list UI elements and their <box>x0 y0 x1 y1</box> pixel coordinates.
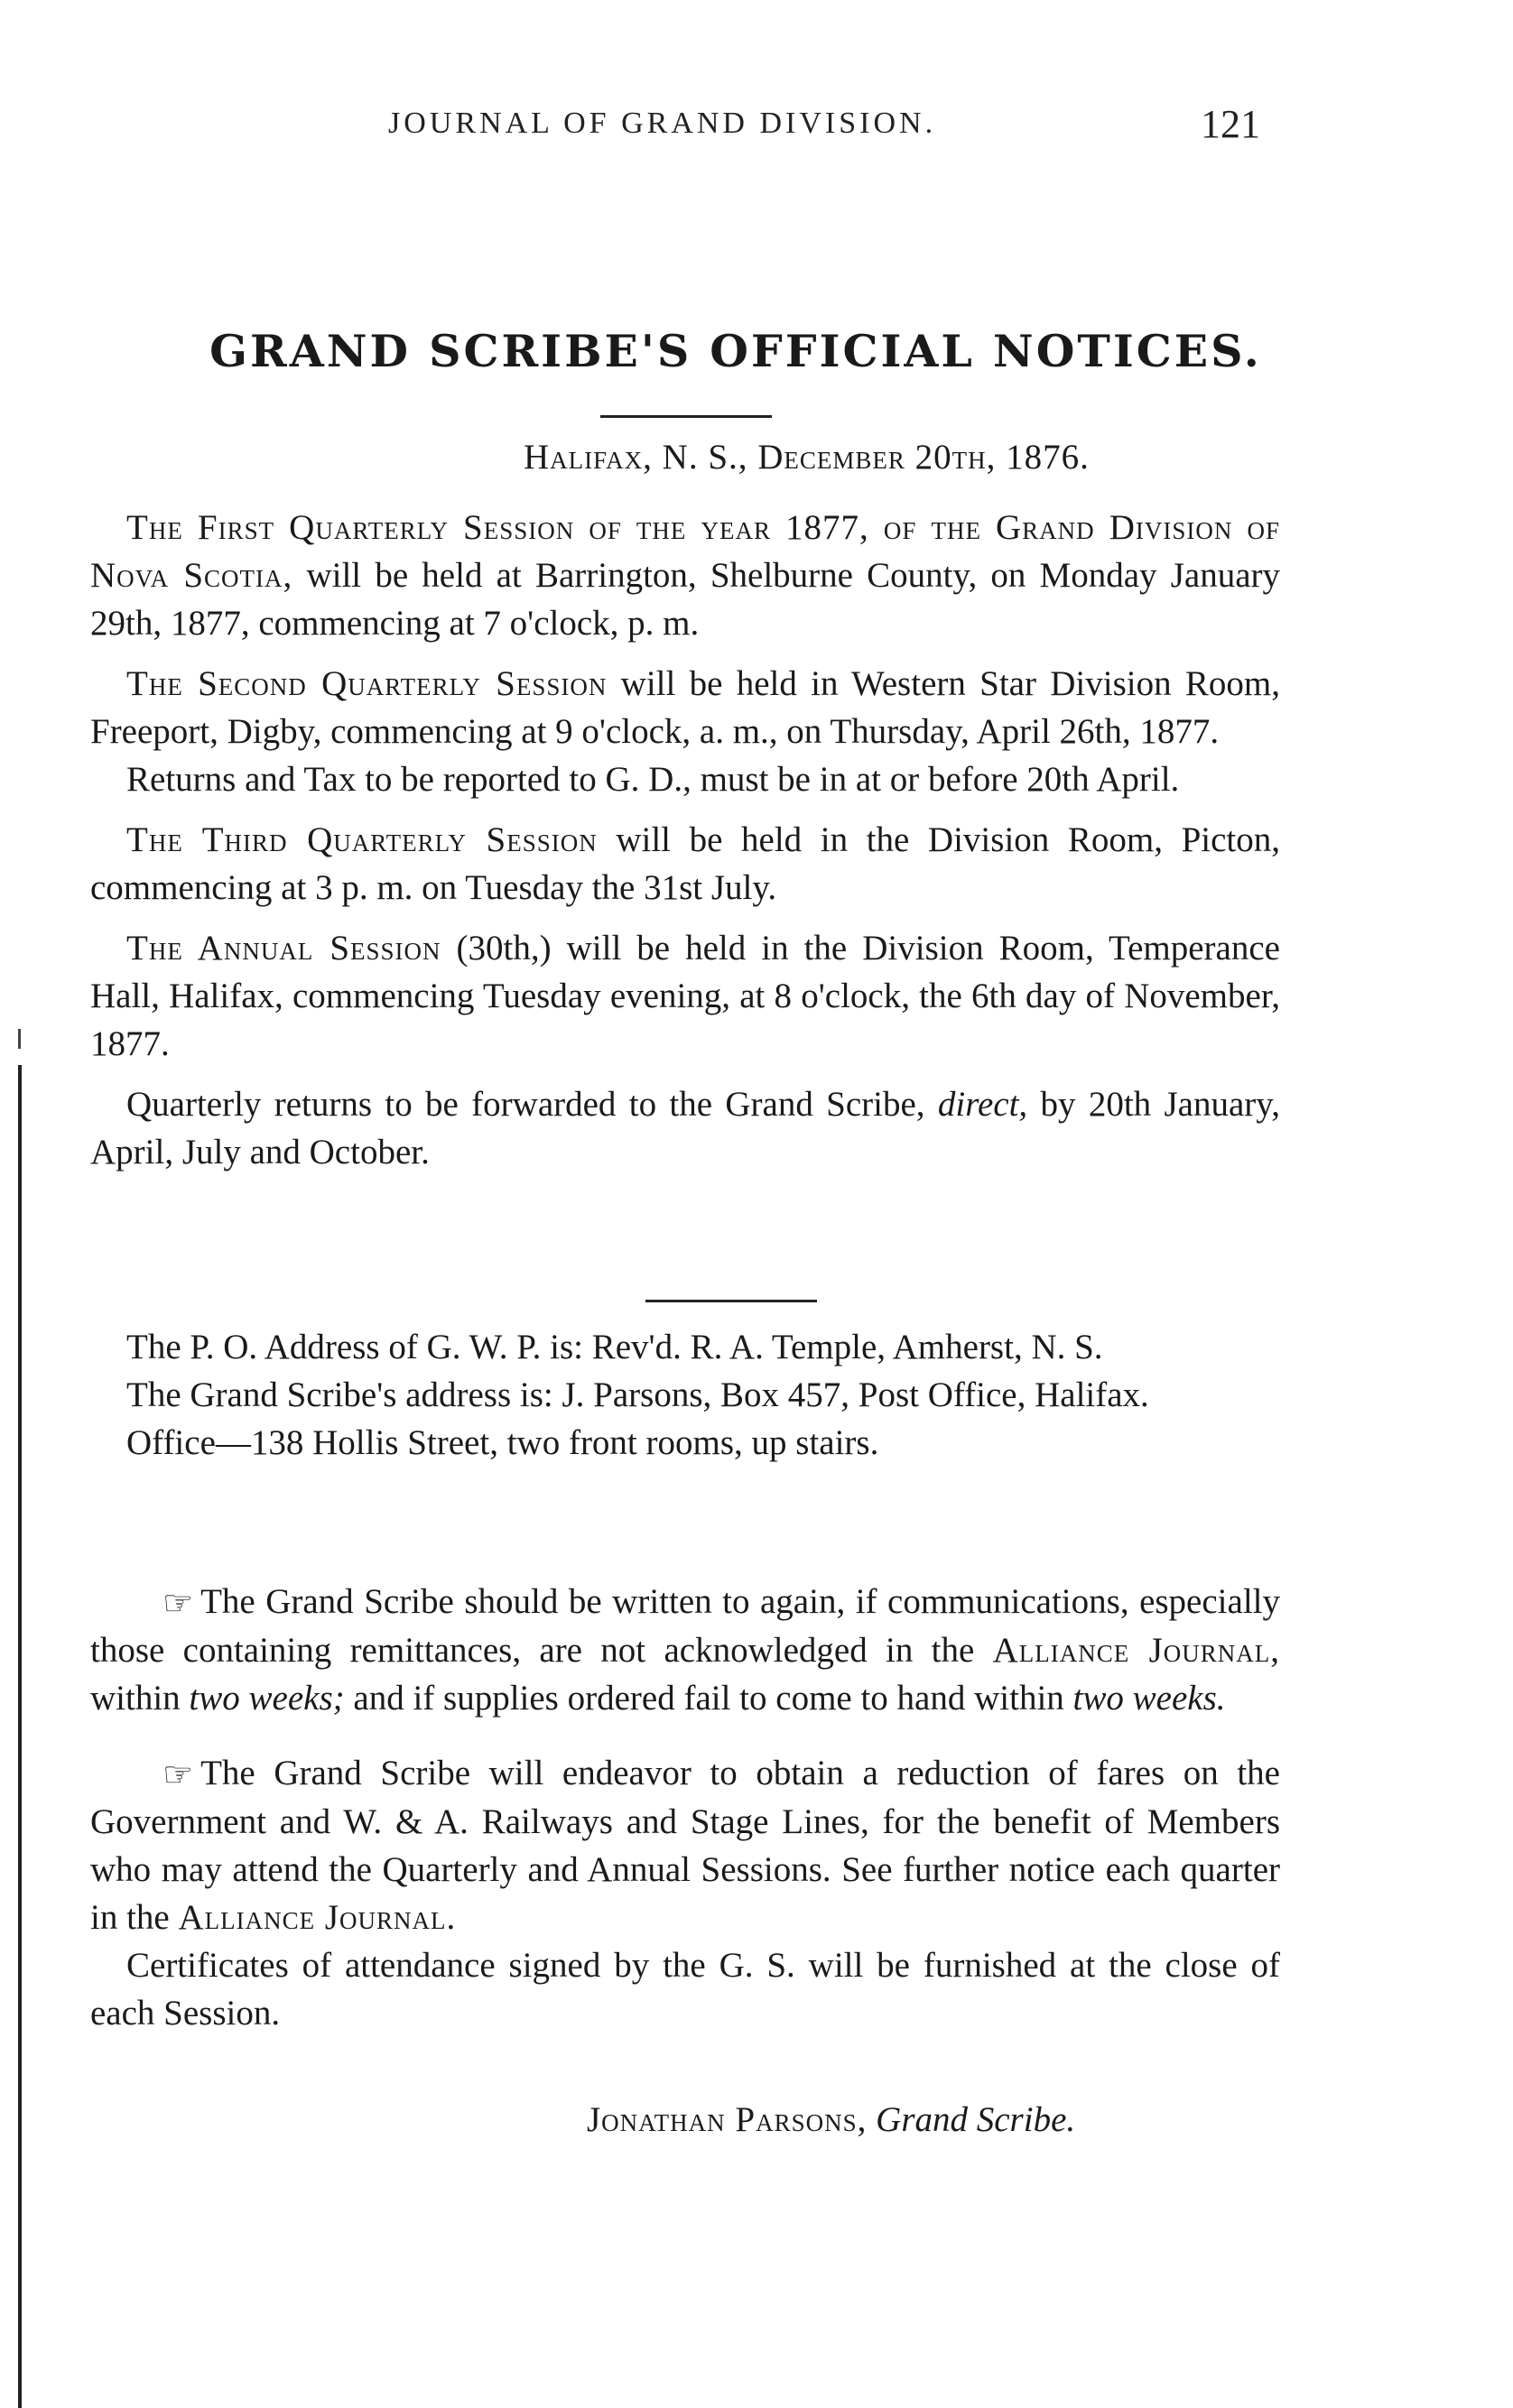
first-session-lead: The First Quarterly Session of the year 1877, of the Grand Division of Nova Scotia, <box>90 508 1280 595</box>
advisories-section <box>90 1578 1280 2050</box>
running-head <box>0 102 1513 161</box>
write-again-within: within <box>90 1679 181 1718</box>
second-session-text: will be held in Western Star Division Room, Freeport, Digby, commencing at 9 o'clock, a. m., on Thursday, April 26th, 1877. <box>90 664 1280 751</box>
fares-text: The Grand Scribe will endeavor to obtain a reduction of fares on the Government and W. & A. Railways and Stage Lines, for the benefit of Members who may attend the Quarterly and Annual Sessions. See further notice each quarter in the <box>90 1754 1280 1937</box>
fares-journal: Alliance Journal. <box>178 1898 457 1937</box>
first-session-text: will be held at Barrington, Shelburne County, on Monday January 29th, 1877, commencing at 7 o'clock, p. m. <box>90 556 1281 643</box>
third-session-text: will be held in the Division Room, Picton, commencing at 3 p. m. on Tuesday the 31st July. <box>90 820 1280 907</box>
write-again-text: The Grand Scribe should be written to again, if communications, especially those containing remittances, are not acknowledged in the <box>90 1582 1280 1670</box>
section-rule <box>645 1300 817 1302</box>
quarterly-returns-text: Quarterly returns to be forwarded to the Grand Scribe, <box>126 1085 925 1124</box>
page-edge-line <box>18 1065 22 2408</box>
second-session-lead: The Second Quarterly Session <box>126 664 608 703</box>
page-edge-tick <box>18 1029 21 1049</box>
fares-notice <box>90 1749 1280 1941</box>
write-again-journal: Alliance Journal, <box>992 1631 1280 1670</box>
gwp-address: The P. O. Address of G. W. P. is: Rev'd. R. A. Temple, Amherst, N. S. <box>126 1328 1103 1366</box>
notices-section <box>90 504 1280 1189</box>
annual-session-lead: The Annual Session <box>126 929 441 968</box>
certificates-notice: Certificates of attendance signed by the G. S. will be furnished at the close of each Session. <box>90 1946 1280 2033</box>
signature <box>587 2096 1075 2144</box>
page-number: 121 <box>1201 102 1260 146</box>
write-again-weeks-1: two weeks; <box>189 1679 345 1718</box>
quarterly-returns-notice <box>90 1080 1280 1176</box>
second-session-notice <box>90 660 1280 755</box>
third-session-lead: The Third Quarterly Session <box>126 820 598 859</box>
quarterly-returns-direct: direct, <box>937 1085 1028 1124</box>
annual-session-text: (30th,) will be held in the Division Room, Temperance Hall, Halifax, commencing Tuesday evening, at 8 o'clock, the 6th day of November, 1877. <box>90 929 1280 1063</box>
title-rule <box>600 415 772 418</box>
addresses-section <box>90 1323 1280 1479</box>
running-title: JOURNAL OF GRAND DIVISION. <box>388 107 937 140</box>
signature-title: Grand Scribe. <box>876 2100 1076 2139</box>
page-title: GRAND SCRIBE'S OFFICIAL NOTICES. <box>209 325 1262 377</box>
office-address: Office—138 Hollis Street, two front rooms, up stairs. <box>126 1423 879 1462</box>
write-again-supplies: and if supplies ordered fail to come to hand within <box>353 1679 1064 1718</box>
first-session-notice <box>90 504 1280 647</box>
scribe-address: The Grand Scribe's address is: J. Parsons, Box 457, Post Office, Halifax. <box>126 1375 1149 1414</box>
annual-session-notice <box>90 924 1280 1068</box>
returns-notice: Returns and Tax to be reported to G. D., must be in at or before 20th April. <box>126 760 1180 799</box>
third-session-notice <box>90 816 1280 912</box>
dateline: Halifax, N. S., December 20th, 1876. <box>524 438 1090 477</box>
write-again-weeks-2: two weeks. <box>1072 1679 1226 1718</box>
quarterly-returns-tail: by 20th January, April, July and October. <box>90 1085 1280 1172</box>
pointing-hand-icon: ☞ <box>162 1585 194 1623</box>
signature-name: Jonathan Parsons, <box>587 2100 868 2139</box>
pointing-hand-icon: ☞ <box>162 1756 194 1794</box>
write-again-notice <box>90 1578 1280 1722</box>
